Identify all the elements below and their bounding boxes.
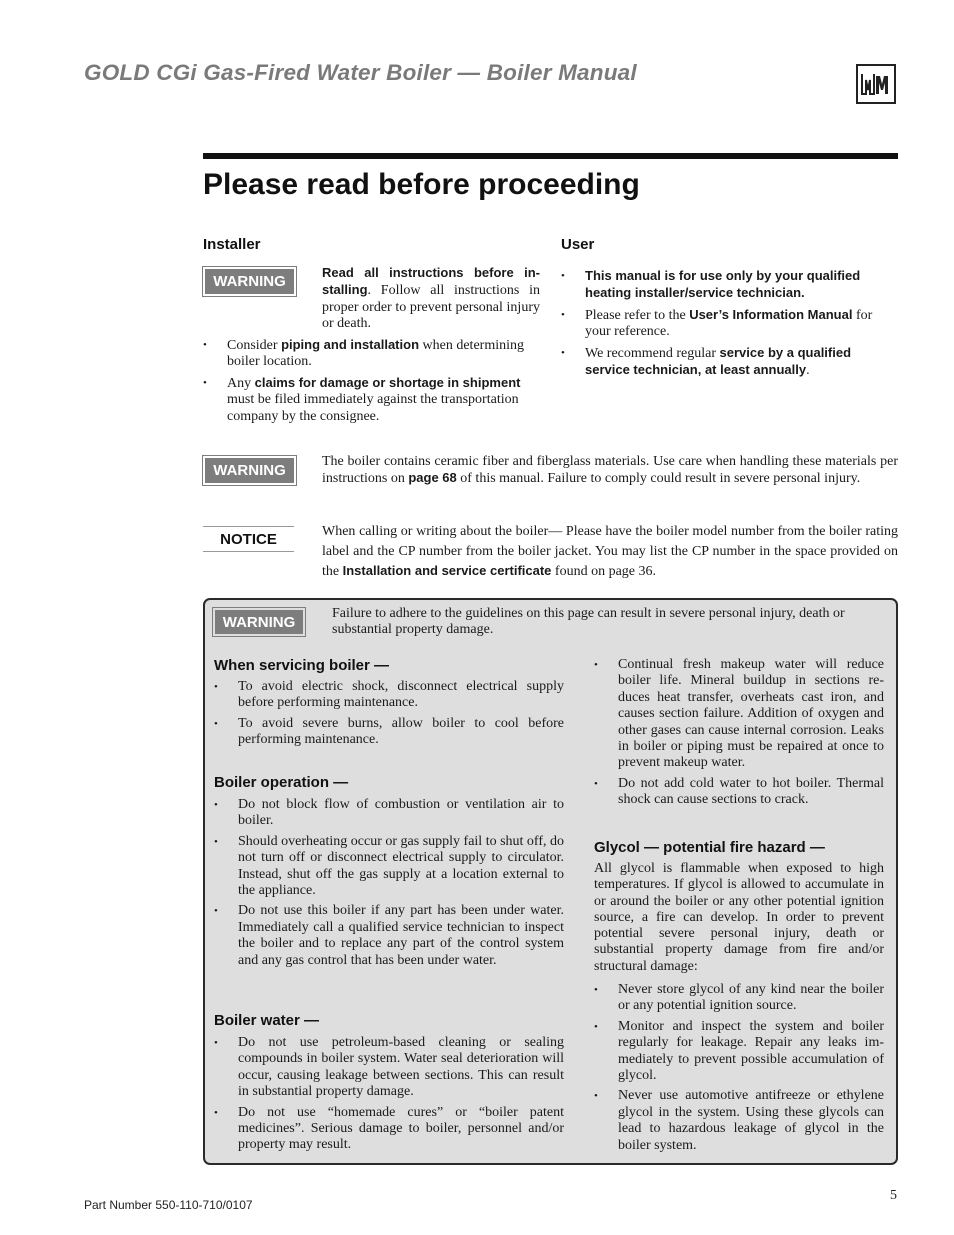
warning-bold: page 68 [408,470,457,486]
list-item [561,345,898,380]
water-heading: Boiler water — [214,1012,320,1029]
list-item: • Do not use this boiler if any part has been under water. Immediately call a qualified service technician to inspect the boiler and to replace any part of the control system and any gas control that has been under water. [214,903,564,969]
item-text: Consider [227,338,282,353]
list-item: • Do not block flow of combustion or ventilation air to boiler. [214,797,564,830]
manual-header-title: GOLD CGi Gas-Fired Water Boiler — Boiler Manual [84,60,637,85]
item-text: . [806,363,810,379]
installer-warning-badge: WARNING [205,269,294,294]
installer-warning-rest: . Follow all instructions in proper order to prevent personal injury or death. [322,283,540,332]
box-warning-badge: WARNING [215,610,303,634]
list-item: • To avoid electric shock, disconnect electrical supply before performing maintenance. [214,679,564,712]
logo-mark-icon [858,66,894,102]
part-number [84,1198,253,1212]
item-bold: User’s Information Manual [689,306,853,322]
notice-text [322,522,898,582]
part-number-label: Part Number [84,1198,156,1212]
item-text: when determining boiler location. [227,338,524,370]
list-item: • To avoid severe burns, allow boiler to cool before performing maintenance. [214,716,564,749]
item-bold: piping and installation [281,337,420,352]
item-text: Please refer to the [585,307,690,323]
part-number-value: 550-110-710/0107 [155,1198,253,1212]
item-bold: This manual is for use only by your qualified heating installer/service technician. [585,268,861,301]
list-item [203,375,540,425]
glycol-heading: Glycol — potential fire hazard — [594,839,825,856]
item-text: Any [227,375,255,391]
servicing-heading: When servicing boiler — [214,657,390,674]
list-item: • Do not use petroleum-based cleaning or sealing compounds in boiler system. Water seal deterioration will occur, causing leakage between sections. This can result in substantial property damage. [214,1035,564,1101]
warning-text: The boiler contains ceramic fiber and fiberglass materials. Use care when handling these materials per instructions on [322,454,898,487]
list-item [203,337,540,371]
fiber-warning-badge: WARNING [205,458,294,483]
list-item: • Do not add cold water to hot boiler. Thermal shock can cause sections to crack. [594,776,884,809]
page-title: Please read before proceeding [203,168,640,201]
notice-text-part: found on page 36. [551,564,657,579]
list-item: • Should overheating occur or gas supply fail to shut off, do not turn off or disconnect electrical supply to circulator. Instead, shut off the gas supply at a location external to the appliance. [214,834,564,900]
page-number: 5 [890,1188,897,1203]
list-item: • Never use automotive antifreeze or ethylene glycol in the system. Using these glycols can lead to hazardous leakage of glycol in the boiler system. [594,1088,884,1154]
operation-heading: Boiler operation — [214,774,349,791]
list-item: • Never store glycol of any kind near the boiler or any potential ignition source. [594,982,884,1015]
notice-badge: NOTICE [203,526,294,552]
user-heading: User [561,236,595,253]
list-item [561,307,898,341]
list-item: • Monitor and inspect the system and boiler regularly for leakage. Repair any leaks im-mediately to prevent possible accumulation of glycol. [594,1019,884,1085]
list-item [561,268,898,303]
servicing-bullet-list [214,679,564,753]
list-item: • Continual fresh makeup water will reduce boiler life. Mineral buildup in sections re-duces heat transfer, overheats cast iron, and causes section failure. Addition of oxygen and other gases can cause internal corrosion. Leaks in boiler or piping must be repaired at once to prevent makeup water. [594,657,884,772]
makeup-water-bullet-list [594,657,884,813]
fiber-warning-text [322,454,898,488]
water-bullet-list [214,1035,564,1158]
glycol-intro: All glycol is flammable when exposed to high temperatures. If glycol is allowed to accumulate in or around the boiler or any other potential ignition source, a fire can develop. In order to prevent potential severe personal injury, death or substantial property damage from fire and/or structural damage: [594,861,884,974]
glycol-bullet-list [594,982,884,1158]
item-bold: claims for damage or shortage in shipment [254,374,521,390]
item-text: must be filed immediately against the transportation company by the consignee. [227,392,519,424]
weil-mclain-logo [856,64,896,104]
installer-warning-text [322,265,540,333]
box-warning-text: Failure to adhere to the guidelines on this page can result in severe personal injury, death or substantial property damage. [332,606,845,638]
item-bold: service by a qualified service technician, at least annually [585,344,852,378]
notice-bold: Installation and service certificate [342,563,552,578]
list-item: • Do not use “homemade cures” or “boiler patent medicines”. Serious damage to boiler, personnel and/or property may result. [214,1105,564,1154]
installer-warning-bold: Read all instructions before in-stalling [322,265,540,298]
installer-bullet-list [203,337,540,429]
warning-text: of this manual. Failure to comply could result in severe personal injury. [456,471,861,487]
item-text: for your reference. [585,307,873,340]
user-bullet-list [561,268,898,383]
installer-heading: Installer [203,236,261,253]
item-text: We recommend regular [585,345,720,361]
operation-bullet-list [214,797,564,973]
notice-text-part: When calling or writing about the boiler— Please have the boiler model number from the boiler rating label and the CP number from the boiler jacket. You may list the CP number in the space provided on the [322,524,898,579]
title-rule [203,153,898,159]
